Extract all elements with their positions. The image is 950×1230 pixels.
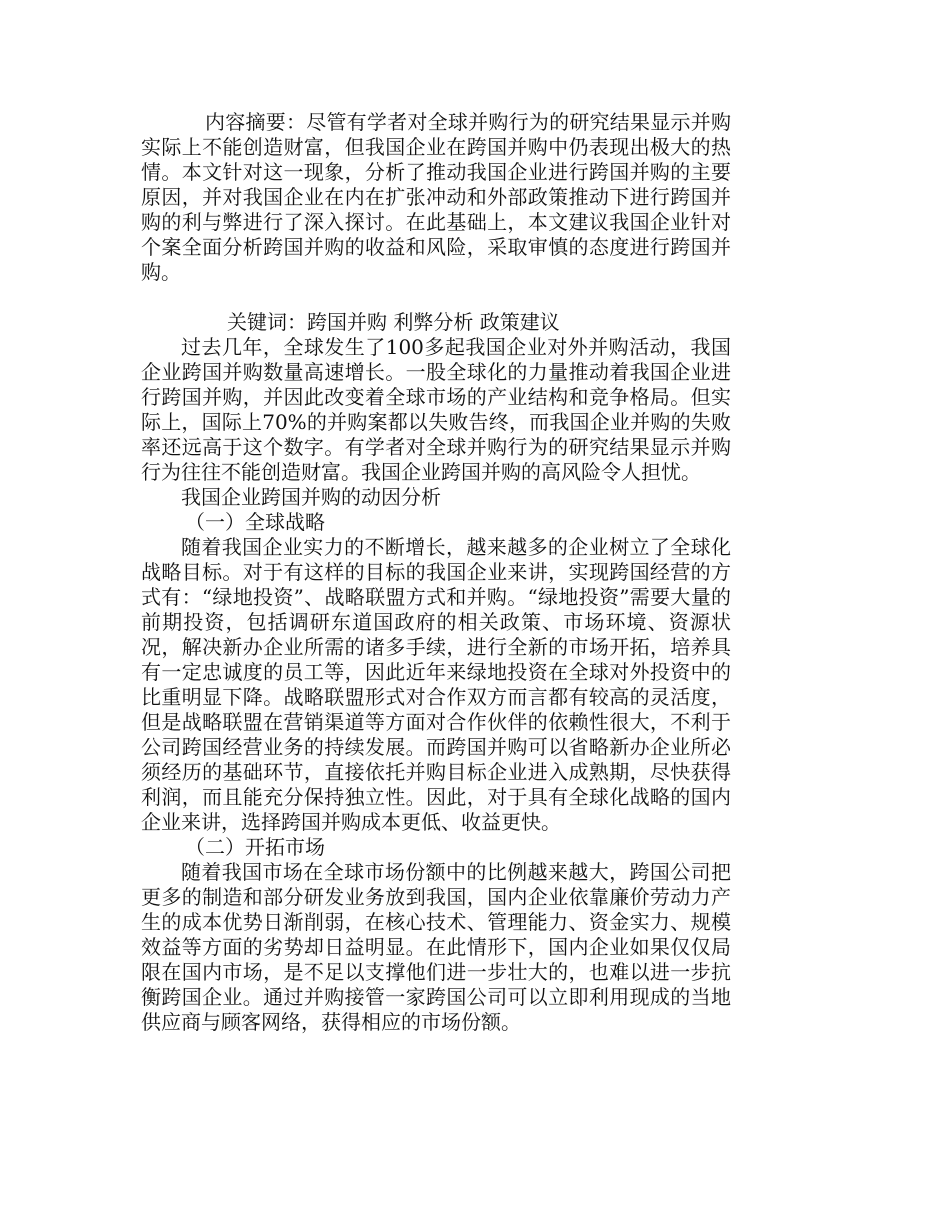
abstract-paragraph: 内容摘要：尽管有学者对全球并购行为的研究结果显示并购实际上不能创造财富，但我国企业在跨国并购中仍表现出极大的热情。本文针对这一现象，分析了推动我国企业进行跨国并购的主要原因，并对我国企业在内在扩张冲动和外部政策推动下进行跨国并购的利与弊进行了深入探讨。在此基础上，本文建议我国企业针对个案全面分析跨国并购的收益和风险，采取审慎的态度进行跨国并购。 bbox=[141, 110, 731, 284]
keywords-line: 关键词：跨国并购 利弊分析 政策建议 bbox=[227, 310, 560, 334]
subsection-heading-market-expansion: （二）开拓市场 bbox=[185, 835, 325, 859]
intro-paragraph: 过去几年，全球发生了100多起我国企业对外并购活动，我国企业跨国并购数量高速增长。一股全球化的力量推动着我国企业进行跨国并购，并因此改变着全球市场的产业结构和竞争格局。但实际上，国际上70%的并购案都以失败告终，而我国企业并购的失败率还远高于这个数字。有学者对全球并购行为的研究结果显示并购行为往往不能创造财富。我国企业跨国并购的高风险令人担忧。 bbox=[141, 335, 731, 484]
market-expansion-paragraph: 随着我国市场在全球市场份额中的比例越来越大，跨国公司把更多的制造和部分研发业务放到我国，国内企业依靠廉价劳动力产生的成本优势日渐削弱，在核心技术、管理能力、资金实力、规模效益等方面的劣势却日益明显。在此情形下，国内企业如果仅仅局限在国内市场，是不足以支撑他们进一步壮大的，也难以进一步抗衡跨国企业。通过并购接管一家跨国公司可以立即利用现成的当地供应商与顾客网络，获得相应的市场份额。 bbox=[141, 860, 731, 1034]
section-heading: 我国企业跨国并购的动因分析 bbox=[181, 485, 441, 509]
document-page bbox=[141, 110, 731, 1035]
global-strategy-paragraph: 随着我国企业实力的不断增长，越来越多的企业树立了全球化战略目标。对于有这样的目标的我国企业来讲，实现跨国经营的方式有：“绿地投资”、战略联盟方式和并购。“绿地投资”需要大量的前期投资，包括调研东道国政府的相关政策、市场环境、资源状况，解决新办企业所需的诸多手续，进行全新的市场开拓，培养具有一定忠诚度的员工等，因此近年来绿地投资在全球对外投资中的比重明显下降。战略联盟形式对合作双方而言都有较高的灵活度，但是战略联盟在营销渠道等方面对合作伙伴的依赖性很大，不利于公司跨国经营业务的持续发展。而跨国并购可以省略新办企业所必须经历的基础环节，直接依托并购目标企业进入成熟期，尽快获得利润，而且能充分保持独立性。因此，对于具有全球化战略的国内企业来讲，选择跨国并购成本更低、收益更快。 bbox=[141, 535, 731, 834]
subsection-heading-global-strategy: （一）全球战略 bbox=[185, 510, 325, 534]
